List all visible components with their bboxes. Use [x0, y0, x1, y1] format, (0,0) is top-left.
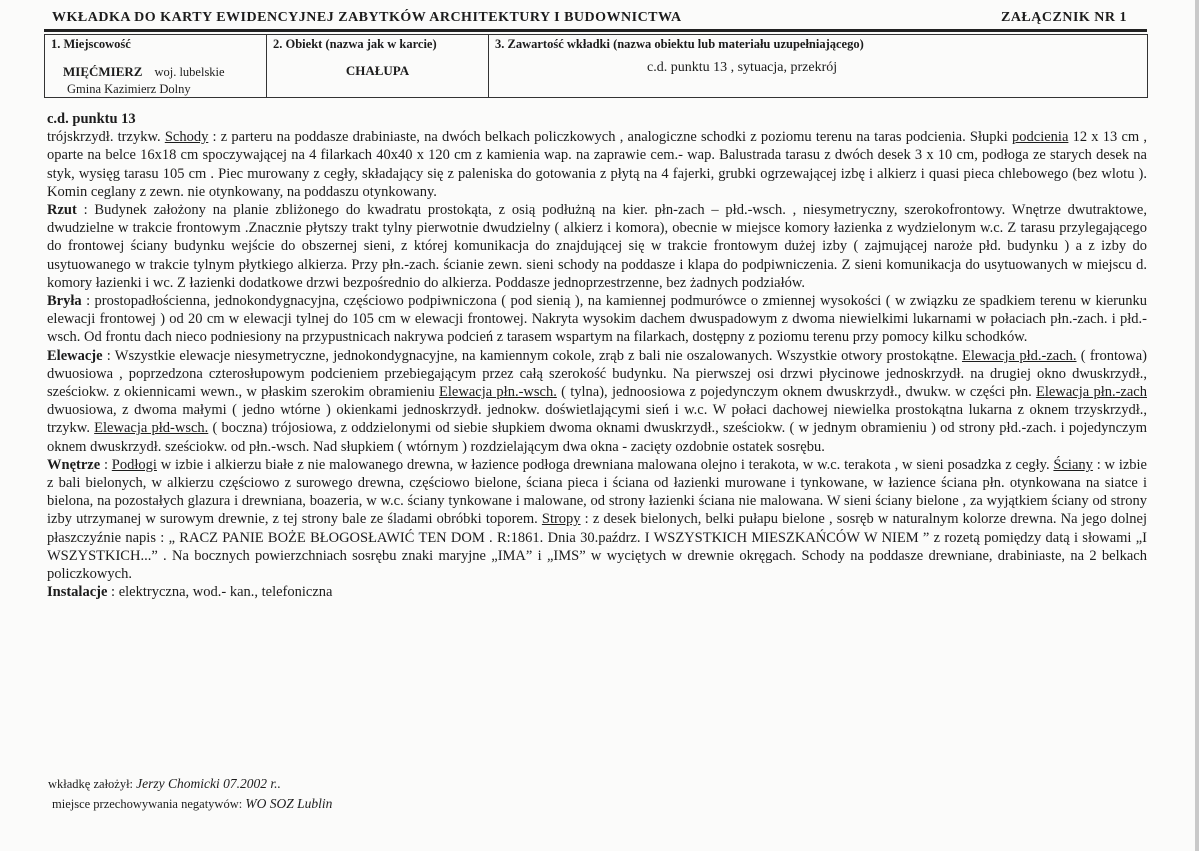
- term-stropy: Stropy: [541, 511, 581, 528]
- negatives-location-label: miejsce przechowywania negatywów:: [52, 797, 243, 811]
- continuation-heading: c.d. punktu 13: [47, 111, 136, 127]
- locality-name: MIĘĆMIERZ: [63, 64, 143, 79]
- heading-bryla: Bryła: [47, 293, 82, 310]
- commune: Gmina Kazimierz Dolny: [67, 82, 191, 96]
- text-run: ( tylna), jednoosiowa z pojedynczym oknem dwuskrzydł., dwukw. w części płn.: [556, 384, 1037, 401]
- heading-instalacje: Instalacje: [47, 584, 108, 601]
- heading-elewacje: Elewacje: [47, 347, 103, 364]
- created-by-value: Jerzy Chomicki 07.2002 r..: [136, 776, 281, 791]
- document-title: WKŁADKA DO KARTY EWIDENCYJNEJ ZABYTKÓW ARCHITEKTURY I BUDOWNICTWA: [52, 10, 682, 25]
- text-run: ( boczna) trójosiowa, z oddzielonymi od siebie słupkiem dwoma oknami dwuskrzydł., sześciokw. ( w jednym obramieniu ) od strony płd.-zach. i pojedynczym oknem dwuskrzydł. sześciokw. od płn.-wsch. Nad słupkiem ( wtórnym ) rozdzielającym dwa okna - zacięty ozdobnie ostatek sosrębu.: [47, 420, 1147, 455]
- content-cell: [489, 35, 1148, 98]
- locality-cell: [45, 35, 267, 98]
- description-body: [47, 110, 1147, 601]
- voivodeship: woj. lubelskie: [154, 65, 225, 79]
- heading-rzut: Rzut: [47, 202, 77, 219]
- heading-wnetrze: Wnętrze: [47, 456, 101, 473]
- negatives-location-value: WO SOZ Lublin: [245, 796, 333, 811]
- content-header: 3. Zawartość wkładki (nazwa obiektu lub materiału uzupełniającego): [495, 37, 864, 51]
- text-run: : elektryczna, wod.- kan., telefoniczna: [107, 584, 333, 601]
- header-rule: [44, 29, 1147, 32]
- object-cell: [267, 35, 489, 98]
- content-value: c.d. punktu 13 , sytuacja, przekrój: [647, 60, 838, 75]
- text-run: : z desek bielonych, belki pułapu bielone , sosręb w naturalnym kolorze drewna. Na jego dolnej płaszczyźnie napis : „ RACZ PANIE BOŻE BŁOGOSŁAWIĆ TEN DOM . R:1861. Dnia 30.paźdrz. I WSZYSTKICH MIESZKAŃCÓW W NIEM ” z rozetą pomiędzy datą i słowami „I WSZYSTKICH...” . Na bocznych powierzchniach sosrębu znaki maryjne „IMA” i „IMS” w wyciętych w drewnie okręgach. Schody na poddasze drewniane, drabiniaste, na 2 belkach policzkowych.: [47, 511, 1147, 583]
- term-elewacja-sw: Elewacja płd.-zach.: [961, 347, 1077, 364]
- paragraph-bryla: [47, 292, 1147, 347]
- paragraph-wnetrze: [47, 456, 1147, 583]
- object-header: 2. Obiekt (nazwa jak w karcie): [273, 37, 437, 51]
- term-elewacja-ne: Elewacja płn.-wsch.: [439, 384, 557, 401]
- text-run: ( frontowa) dwuosiowa , poprzedzona czterosłupowym podcieniem przebiegającym przez całą szerokość budynku. Na pierwszej osi drzwi płycinowe jednoskrzydł. na drugiej okno dwuskrzydł., sześciokw. z okiennicami wewn., w płaskim szerokim obramieniu: [47, 347, 1147, 401]
- paragraph-rzut: [47, 201, 1147, 292]
- term-sciany: Ściany: [1053, 456, 1093, 473]
- created-by-label: wkładkę założył:: [48, 777, 134, 791]
- object-name: CHAŁUPA: [345, 63, 410, 78]
- term-podcienia: podcienia: [1012, 129, 1069, 146]
- annex-label: ZAŁĄCZNIK NR 1: [1000, 10, 1127, 25]
- text-run: : prostopadłościenna, jednokondygnacyjna, częściowo podpiwniczona ( pod sienią ), na kamiennej podmurówce o zmiennej wysokości ( w związku ze spadkiem terenu w kierunku elewacji frontowej ) od 20 cm w elewacji tylnej do 105 cm w elewacji frontowej. Nakryta wysokim dachem dwuspadowym z dwoma niewielkimi lukarnami w połaciach płn.-zach. i płd.-wsch. Od frontu dach nieco podniesiony na przypustnicach nakrywa podcień z tarasem wspartym na filarkach, dostępny z poziomu terenu przy pomocy kilku schodków.: [47, 293, 1147, 346]
- paragraph-elewacje: [47, 347, 1147, 456]
- text-run: : Wszystkie elewacje niesymetryczne, jednokondygnacyjne, na kamiennym cokole, zrąb z bali nie oszalowanych. Wszystkie otwory prostokątne.: [102, 347, 962, 364]
- text-run: : z parteru na poddasze drabiniaste, na dwóch belkach policzkowych , analogiczne schodki z poziomu terenu na taras podcienia. Słupki: [208, 129, 1013, 146]
- scan-edge: [1195, 0, 1199, 851]
- text-run: :: [100, 456, 112, 473]
- text-run: : w izbie z bali bielonych, w alkierzu częściowo z surowego drewna, częściowo bielone, ściana pieca i ściana od łazienki murowane i tynkowane, w łazience ściana płn. otynkowana na siatce i bielona, na pozostałych glazura i drewniana, boazeria, w w.c. ściany tynkowane i malowane, od strony łazienki ściana nie malowana. W sieni ściany bielone , za wyjątkiem ściany od strony izby utrzymanej w surowym drewnie, z tej strony bale ze śladami obróbki toporem.: [47, 456, 1147, 528]
- text-run: dwuosiowa, z dwoma małymi ( jedno wtórne ) okienkami jednoskrzydł. jednokw. doświetlającymi sień i w.c. W połaci dachowej niewielka prostokątna lukarna z oknem trzyskrzydł., trzykw.: [47, 402, 1147, 437]
- paragraph-stairs: [47, 128, 1147, 201]
- term-elewacja-nw: Elewacja płn.-zach: [1036, 384, 1147, 401]
- term-elewacja-se: Elewacja płd-wsch.: [94, 420, 209, 437]
- header-table: [44, 34, 1148, 98]
- term-podlogi: Podłogi: [111, 456, 157, 473]
- locality-header: 1. Miejscowość: [51, 37, 131, 51]
- paragraph-instalacje: [47, 583, 1147, 601]
- negatives-location-line: [52, 796, 332, 812]
- created-by-line: [48, 776, 281, 792]
- text-run: w izbie i alkierzu białe z nie malowanego drewna, w łazience podłoga drewniana malowana olejno i terakota, w w.c. terakota , w sieni posadzka z cegły.: [156, 456, 1054, 473]
- text-run: 12 x 13 cm , oparte na belce 16x18 cm spoczywającej na 4 filarkach 40x40 x 120 cm z kamienia wap. na zaprawie cem.- wap. Balustrada tarasu z dwóch desek 3 x 10 cm, podłoga ze starych desek na styk, wysięg tarasu 105 cm . Piec murowany z cegły, składający się z paleniska do gotowania z płytą na 4 fajerki, grubki ogrzewającej izbę i alkierz i quasi pieca chlebowego (bez wlotu ). Komin ceglany z zewn. nie otynkowany, na poddaszu otynkowany.: [47, 129, 1147, 200]
- text-run: trójskrzydł. trzykw.: [47, 129, 165, 146]
- text-run: : Budynek założony na planie zbliżonego do kwadratu prostokąta, z osią podłużną na kier. płn-zach – płd.-wsch. , niesymetryczny, szerokofrontowy. Wnętrze dwutraktowe, dwudzielne w trakcie frontowym .Znacznie płytszy trakt tylny pierwotnie dwudzielny ( alkierz i komora), obecnie w miejsce komory łazienka z wydzielonym w.c. Z tarasu przylegającego do frontowej ściany budynku wejście do obszernej sieni, z której komunikacja do znajdującej się w trakcie frontowym dużej izby ( zajmującej naroże płd. budynku ) a z izby do usytuowanego w trakcie tylnym płytkiego alkierza. Przy płn.-zach. ścianie zewn. sieni schody na poddasze i klapa do podpiwniczenia. Z sieni komunikacja do usytuowanych w miejscu d. komory łazienki i wc. Z łazienki dodatkowe drzwi bezpośrednio do alkierza. Poddasze jednoprzestrzenne, bez żadnych podziałów.: [47, 202, 1147, 291]
- term-schody: Schody: [164, 129, 209, 146]
